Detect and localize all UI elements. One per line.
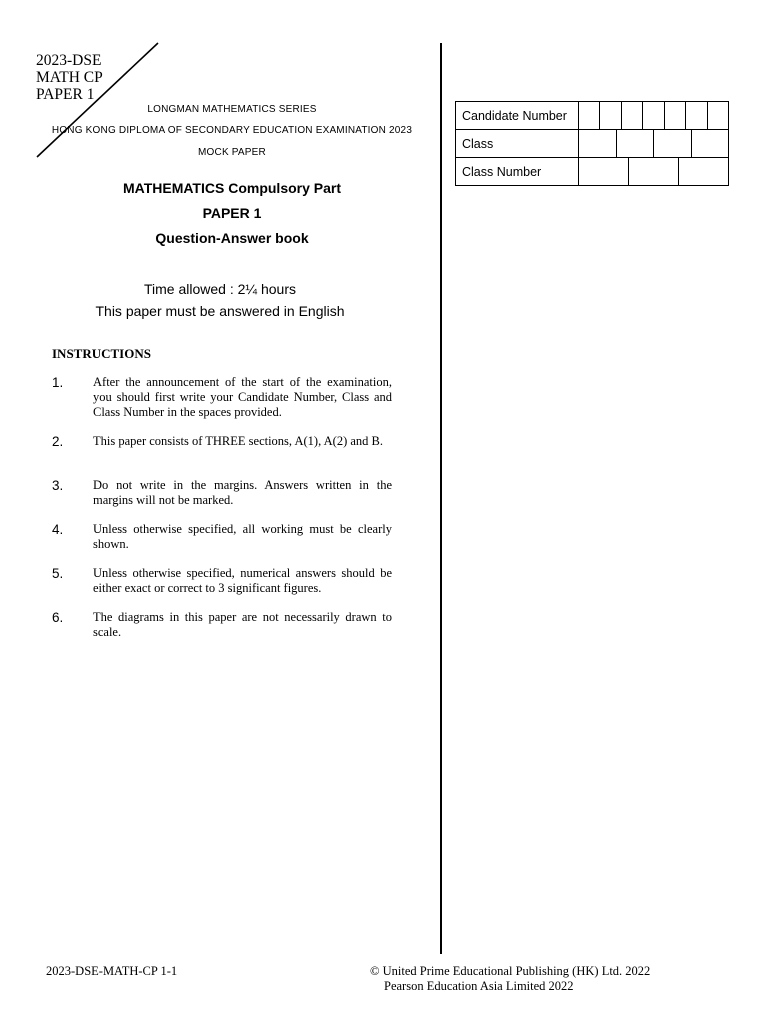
class-number-box[interactable] [679, 158, 728, 185]
instruction-item [52, 434, 392, 478]
instruction-text: Unless otherwise specified, numerical answers should be either exact or correct to 3 significant figures. [93, 566, 392, 595]
instruction-item [52, 610, 392, 654]
class-boxes [579, 130, 728, 157]
instruction-number: 1. [52, 375, 64, 390]
candidate-number-box[interactable] [708, 102, 728, 129]
candidate-info-table [455, 101, 729, 186]
class-number-box[interactable] [579, 158, 629, 185]
candidate-number-box[interactable] [622, 102, 643, 129]
class-row [456, 130, 729, 158]
instructions-heading: INSTRUCTIONS [52, 346, 151, 361]
candidate-number-box[interactable] [686, 102, 707, 129]
instruction-number: 6. [52, 610, 64, 625]
instruction-number: 4. [52, 522, 64, 537]
class-box[interactable] [579, 130, 617, 157]
exam-title: HONG KONG DIPLOMA OF SECONDARY EDUCATION EXAMINATION 2023 [51, 125, 413, 136]
language-note: This paper must be answered in English [95, 303, 345, 319]
candidate-number-box[interactable] [579, 102, 600, 129]
class-box[interactable] [692, 130, 729, 157]
paper-code-block [36, 52, 103, 103]
class-box[interactable] [654, 130, 692, 157]
paper-code-line-3: PAPER 1 [36, 86, 95, 103]
instruction-text: Unless otherwise specified, all working must be clearly shown. [93, 522, 392, 551]
candidate-number-row [456, 102, 729, 130]
copyright-line-1: © United Prime Educational Publishing (HK) Ltd. 2022 [370, 964, 651, 978]
class-label: Class [456, 130, 579, 158]
instruction-text: The diagrams in this paper are not necessarily drawn to scale. [93, 610, 392, 639]
candidate-number-box[interactable] [643, 102, 664, 129]
paper-code-line-2: MATH CP [36, 69, 103, 86]
candidate-number-boxes [579, 102, 728, 129]
class-number-row [456, 158, 729, 186]
paper-title: PAPER 1 [202, 205, 262, 221]
instruction-item [52, 375, 392, 434]
instruction-number: 2. [52, 434, 64, 449]
mock-paper-label: MOCK PAPER [198, 147, 266, 158]
class-number-label: Class Number [456, 158, 579, 186]
instruction-number: 3. [52, 478, 64, 493]
instruction-text: After the announcement of the start of the examination, you should first write your Candidate Number, Class and Class Number in the spaces provided. [93, 375, 392, 419]
book-title: Question-Answer book [155, 230, 309, 246]
instruction-text: Do not write in the margins. Answers written in the margins will not be marked. [93, 478, 392, 507]
class-number-box[interactable] [629, 158, 679, 185]
paper-code-line-1: 2023-DSE [36, 52, 102, 69]
instruction-item [52, 522, 392, 566]
candidate-number-label: Candidate Number [456, 102, 579, 130]
subject-title: MATHEMATICS Compulsory Part [122, 180, 342, 196]
copyright-line-2: Pearson Education Asia Limited 2022 [384, 979, 574, 993]
instruction-number: 5. [52, 566, 64, 581]
page-divider [440, 43, 442, 954]
time-allowed: Time allowed : 2¼ hours [144, 281, 296, 297]
footer-paper-code: 2023-DSE-MATH-CP 1-1 [46, 964, 178, 978]
candidate-number-box[interactable] [665, 102, 686, 129]
class-box[interactable] [617, 130, 655, 157]
class-number-boxes [579, 158, 728, 185]
instruction-text: This paper consists of THREE sections, A(1), A(2) and B. [93, 434, 384, 448]
series-title: LONGMAN MATHEMATICS SERIES [147, 104, 317, 115]
instruction-item [52, 478, 392, 522]
instructions-list [52, 375, 392, 654]
candidate-number-box[interactable] [600, 102, 621, 129]
instruction-item [52, 566, 392, 610]
footer-copyright [370, 964, 650, 994]
